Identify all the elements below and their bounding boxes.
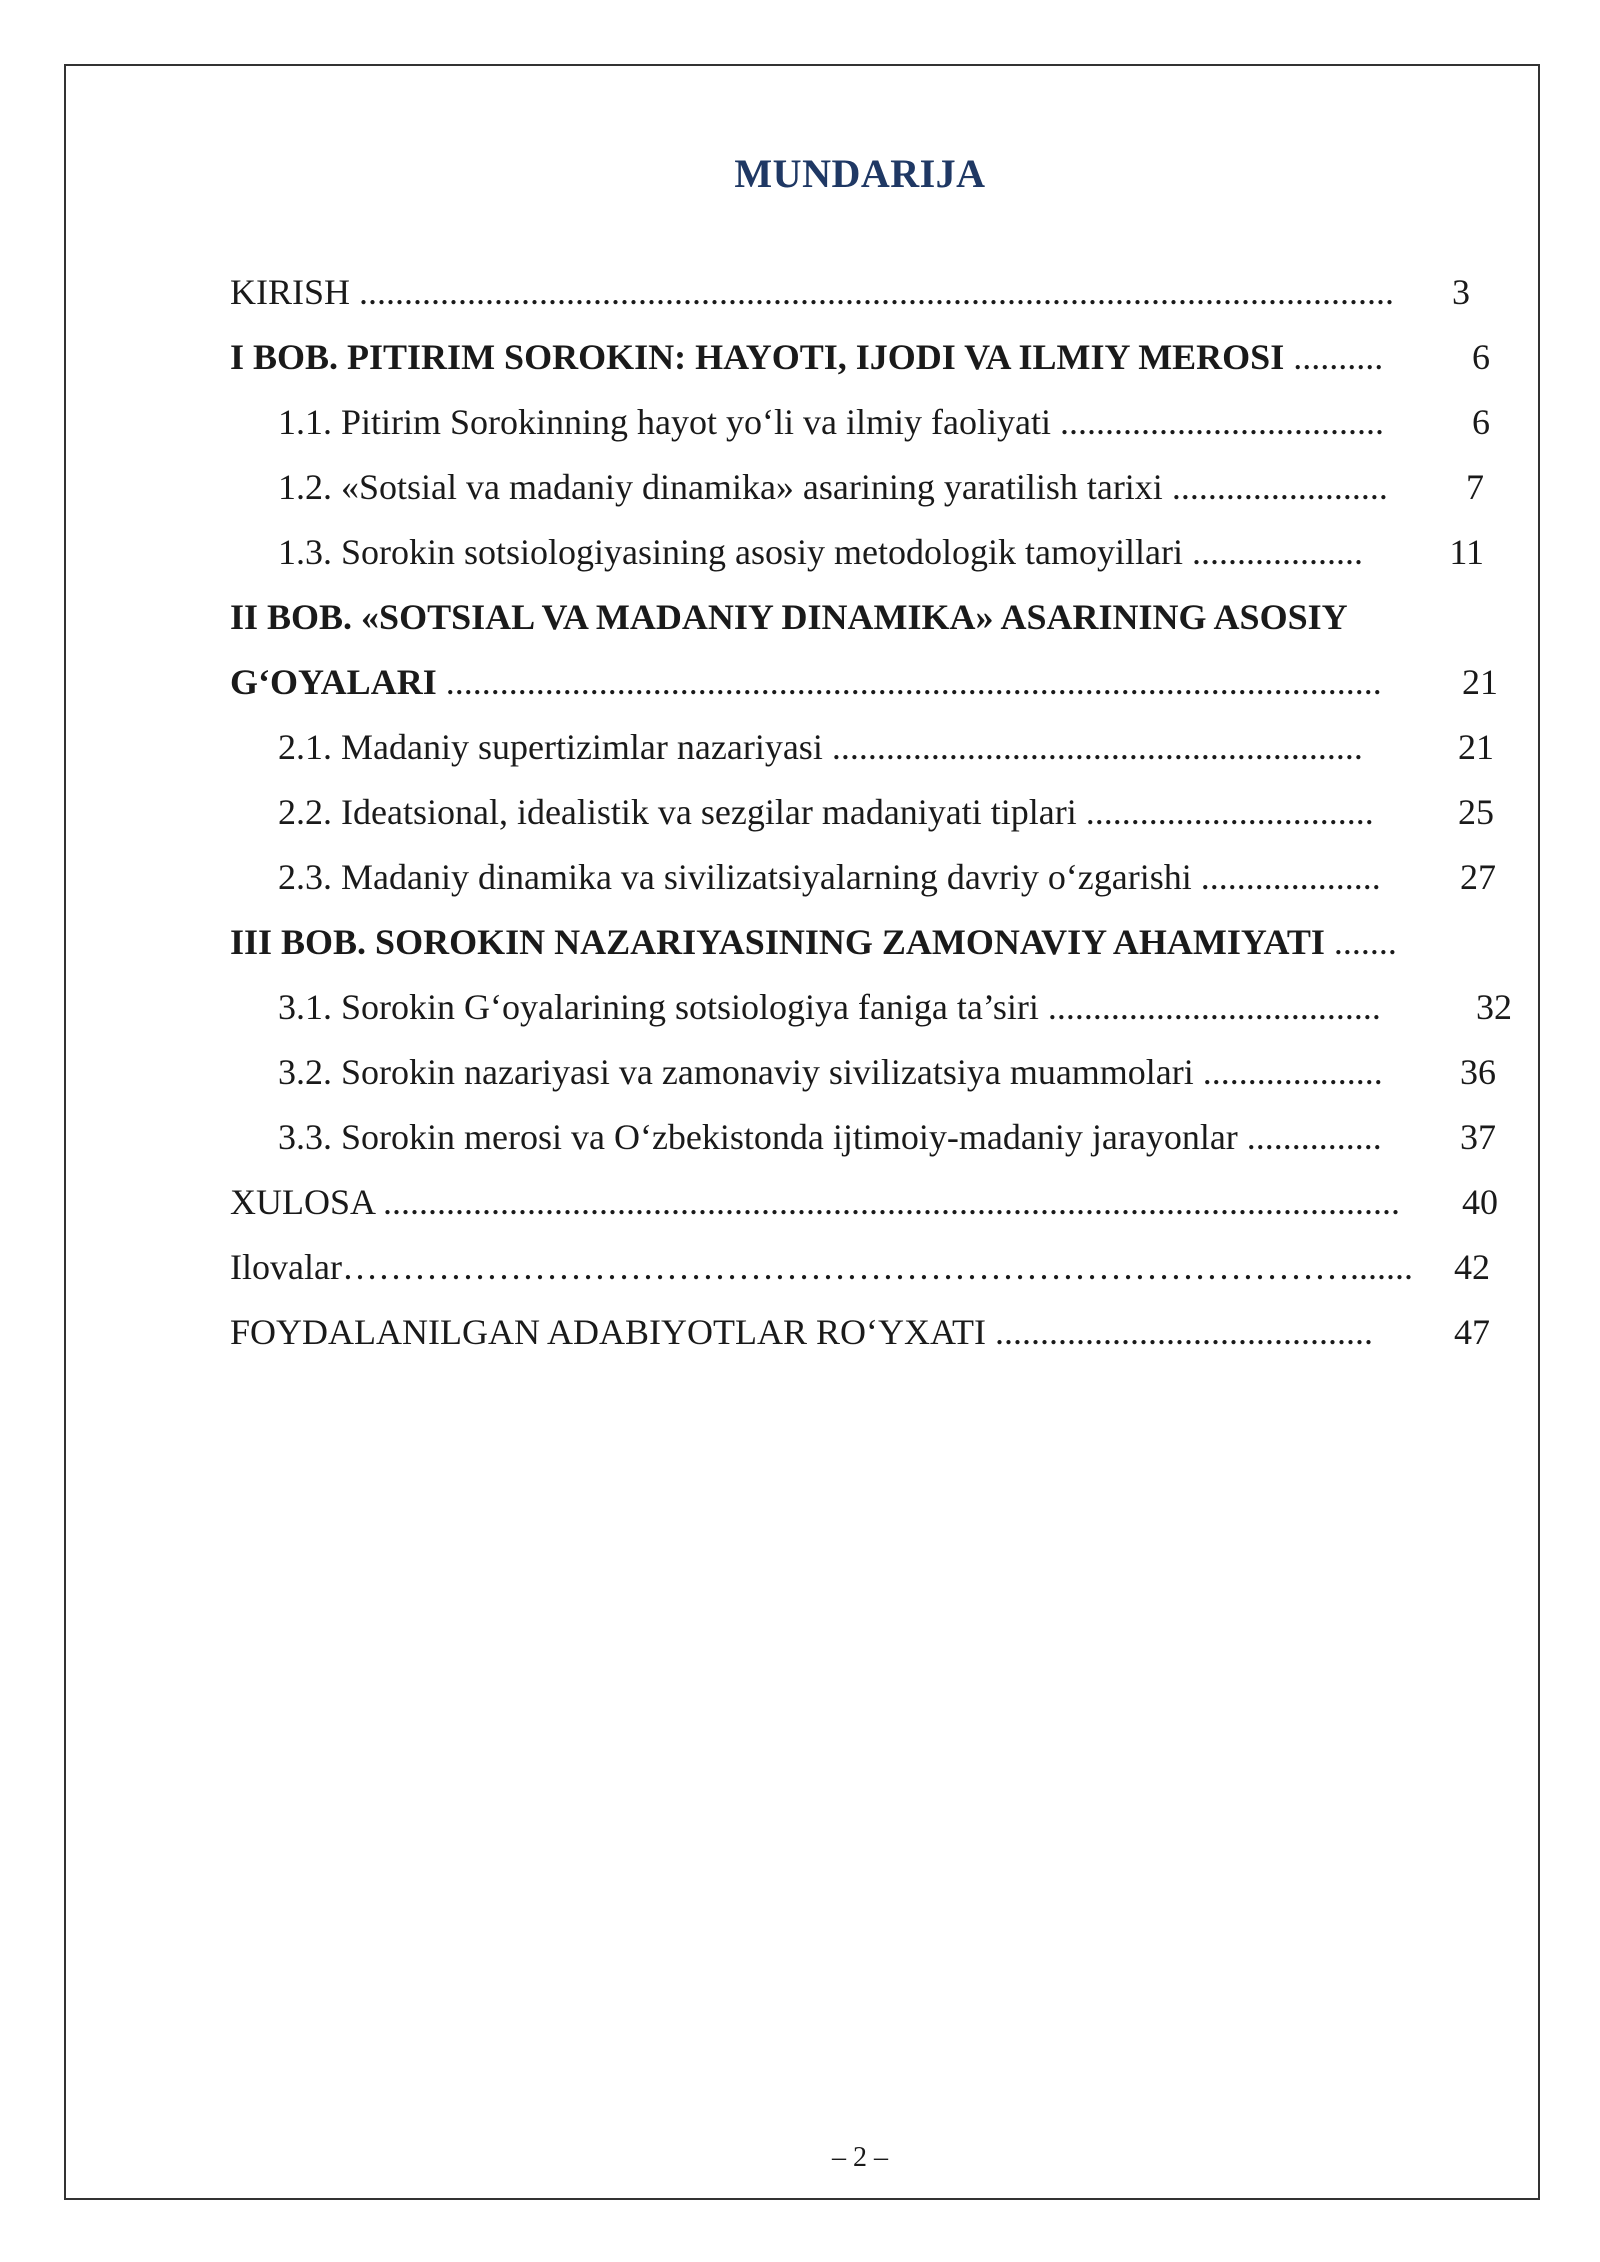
toc-entry-text: XULOSA ................................................................................................................. (230, 1182, 1401, 1222)
toc-entry-page: 47 (1454, 1312, 1490, 1352)
toc-entry-3-3[interactable] (230, 1105, 1496, 1170)
toc-entry-page: 27 (1460, 857, 1496, 897)
toc-entry-page: 11 (1449, 532, 1484, 572)
toc-entry-xulosa[interactable] (230, 1170, 1498, 1235)
toc-entry-2-3[interactable] (230, 845, 1496, 910)
toc-entry-text: 2.2. Ideatsional, idealistik va sezgilar madaniyati tiplari ................................ (278, 792, 1374, 832)
toc-entry-chapter-3[interactable] (230, 910, 1490, 975)
toc-entry-2-2[interactable] (230, 780, 1494, 845)
toc-entry-text: 2.1. Madaniy supertizimlar nazariyasi ........................................................... (278, 727, 1363, 767)
toc-entry-1-1[interactable] (230, 390, 1490, 455)
toc-entry-page: 6 (1472, 402, 1490, 442)
toc-entry-kirish[interactable] (230, 260, 1490, 325)
toc-entry-page: 36 (1460, 1052, 1496, 1092)
toc-entry-page: 42 (1454, 1247, 1490, 1287)
toc-entry-3-2[interactable] (230, 1040, 1496, 1105)
toc-entry-text: I BOB. PITIRIM SOROKIN: HAYOTI, IJODI VA ILMIY MEROSI (230, 337, 1285, 377)
toc-entry-text: III BOB. SOROKIN NAZARIYASINING ZAMONAVIY AHAMIYATI (230, 922, 1325, 962)
toc-entry-dots: .......... (1284, 337, 1384, 377)
toc-entry-3-1[interactable] (230, 975, 1512, 1040)
toc-entry-text: 2.3. Madaniy dinamika va sivilizatsiyalarning davriy o‘zgarishi .................... (278, 857, 1381, 897)
toc-entry-text: 3.1. Sorokin G‘oyalarining sotsiologiya faniga ta’siri ..................................... (278, 987, 1381, 1027)
toc-entry-text: 1.2. «Sotsial va madaniy dinamika» asarining yaratilish tarixi ........................ (278, 467, 1388, 507)
toc-entry-text: II BOB. «SOTSIAL VA MADANIY DINAMIKA» ASARINING ASOSIY (230, 597, 1348, 637)
toc-entry-text: Ilovalar…………………………………………………………………………....... (230, 1247, 1413, 1287)
toc-entry-adabiyotlar[interactable] (230, 1300, 1490, 1365)
toc-entry-text: 1.1. Pitirim Sorokinning hayot yo‘li va ilmiy faoliyati .................................... (278, 402, 1384, 442)
toc-entry-page: 3 (1452, 272, 1470, 312)
table-of-contents (230, 260, 1512, 1365)
toc-entry-dots: ........................................................................................................ (436, 662, 1382, 702)
toc-entry-page: 37 (1460, 1117, 1496, 1157)
toc-entry-text: 1.3. Sorokin sotsiologiyasining asosiy metodologik tamoyillari ................... (278, 532, 1363, 572)
page-number: – 2 – (832, 2142, 888, 2173)
toc-entry-page: 40 (1462, 1182, 1498, 1222)
toc-entry-chapter-1[interactable] (230, 325, 1490, 390)
toc-entry-page: 21 (1462, 662, 1498, 702)
toc-entry-text: KIRISH ................................................................................................................... (230, 272, 1395, 312)
toc-entry-2-1[interactable] (230, 715, 1494, 780)
toc-entry-chapter-2[interactable] (230, 585, 1490, 650)
toc-entry-text: G‘OYALARI (230, 662, 437, 702)
toc-entry-page: 7 (1466, 467, 1484, 507)
toc-entry-dots: ....... (1324, 922, 1397, 962)
toc-entry-chapter-2-cont[interactable] (230, 650, 1498, 715)
page-title: MUNDARIJA (734, 151, 986, 196)
toc-entry-text: 3.2. Sorokin nazariyasi va zamonaviy sivilizatsiya muammolari .................... (278, 1052, 1383, 1092)
toc-entry-1-3[interactable] (230, 520, 1490, 585)
toc-entry-page: 6 (1472, 337, 1490, 377)
toc-entry-text: FOYDALANILGAN ADABIYOTLAR RO‘YXATI .......................................... (230, 1312, 1373, 1352)
toc-entry-page: 32 (1476, 987, 1512, 1027)
toc-entry-page: 21 (1458, 727, 1494, 767)
toc-entry-1-2[interactable] (230, 455, 1490, 520)
toc-entry-page: 25 (1458, 792, 1494, 832)
toc-entry-ilovalar[interactable] (230, 1235, 1490, 1300)
toc-entry-text: 3.3. Sorokin merosi va O‘zbekistonda ijtimoiy-madaniy jarayonlar ............... (278, 1117, 1382, 1157)
